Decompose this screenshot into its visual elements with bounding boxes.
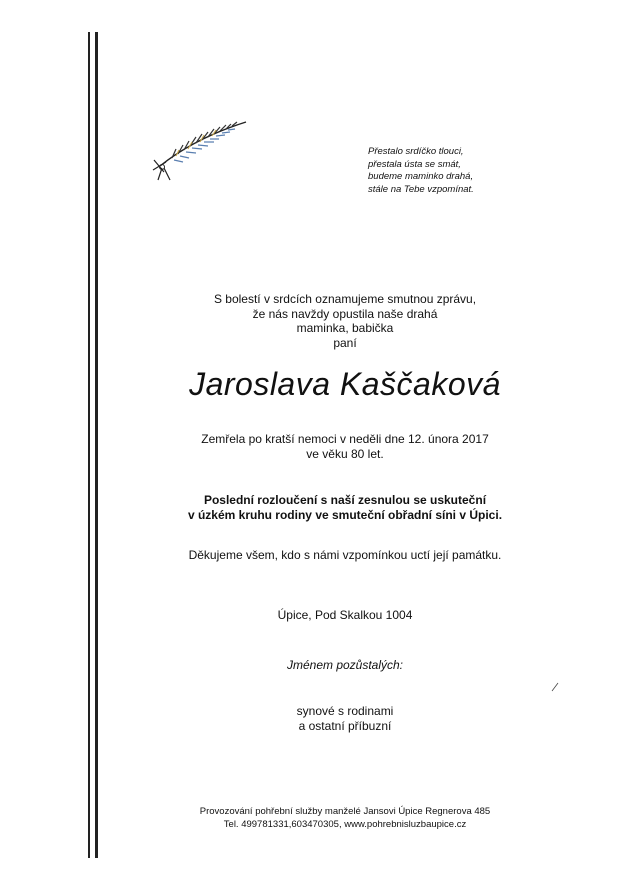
address-text: Úpice, Pod Skalkou 1004: [277, 608, 413, 622]
poem-line: přestala ústa se smát,: [368, 158, 461, 170]
footer-line: Provozování pohřební služby manželé Jansovi Úpice Regnerova 485: [199, 806, 491, 817]
survivors-list: [110, 704, 580, 734]
survivors-line: a ostatní příbuzní: [298, 719, 392, 733]
survivors-line: synové s rodinami: [296, 704, 394, 718]
border-line-left: [88, 32, 90, 858]
thanks-text: Děkujeme všem, kdo s námi vzpomínkou uctí její památku.: [188, 548, 502, 562]
palm-leaf-icon: [150, 118, 250, 188]
poem-line: stále na Tebe vzpomínat.: [368, 183, 474, 195]
death-info: [110, 432, 580, 462]
border-line-right: [95, 32, 98, 858]
ceremony-info: [110, 493, 580, 523]
on-behalf-label: Jménem pozůstalých:: [286, 658, 404, 672]
poem-line: Přestalo srdíčko tlouci,: [368, 146, 464, 157]
deceased-name: Jaroslava Kaščaková: [189, 366, 501, 402]
funeral-service-footer: [110, 806, 580, 831]
footer-line: Tel. 499781331,603470305, www.pohrebnisluzbaupice.cz: [223, 818, 467, 830]
announcement-text: [110, 292, 580, 350]
announcement-line: paní: [333, 335, 357, 350]
ceremony-line: Poslední rozloučení s naší zesnulou se uskuteční: [203, 493, 487, 507]
pen-mark-icon: [551, 682, 559, 692]
death-info-line: Zemřela po kratší nemoci v neděli dne 12. února 2017: [201, 432, 489, 446]
death-info-line: ve věku 80 let.: [306, 447, 384, 461]
poem-line: budeme maminko drahá,: [368, 171, 474, 182]
ceremony-line: v úzkém kruhu rodiny ve smuteční obřadní síni v Úpici.: [187, 508, 503, 522]
memorial-poem: [368, 146, 474, 196]
announcement-line: maminka, babička: [296, 321, 394, 335]
announcement-line: S bolestí v srdcích oznamujeme smutnou zprávu,: [213, 292, 477, 306]
announcement-line: že nás navždy opustila naše drahá: [252, 306, 438, 321]
